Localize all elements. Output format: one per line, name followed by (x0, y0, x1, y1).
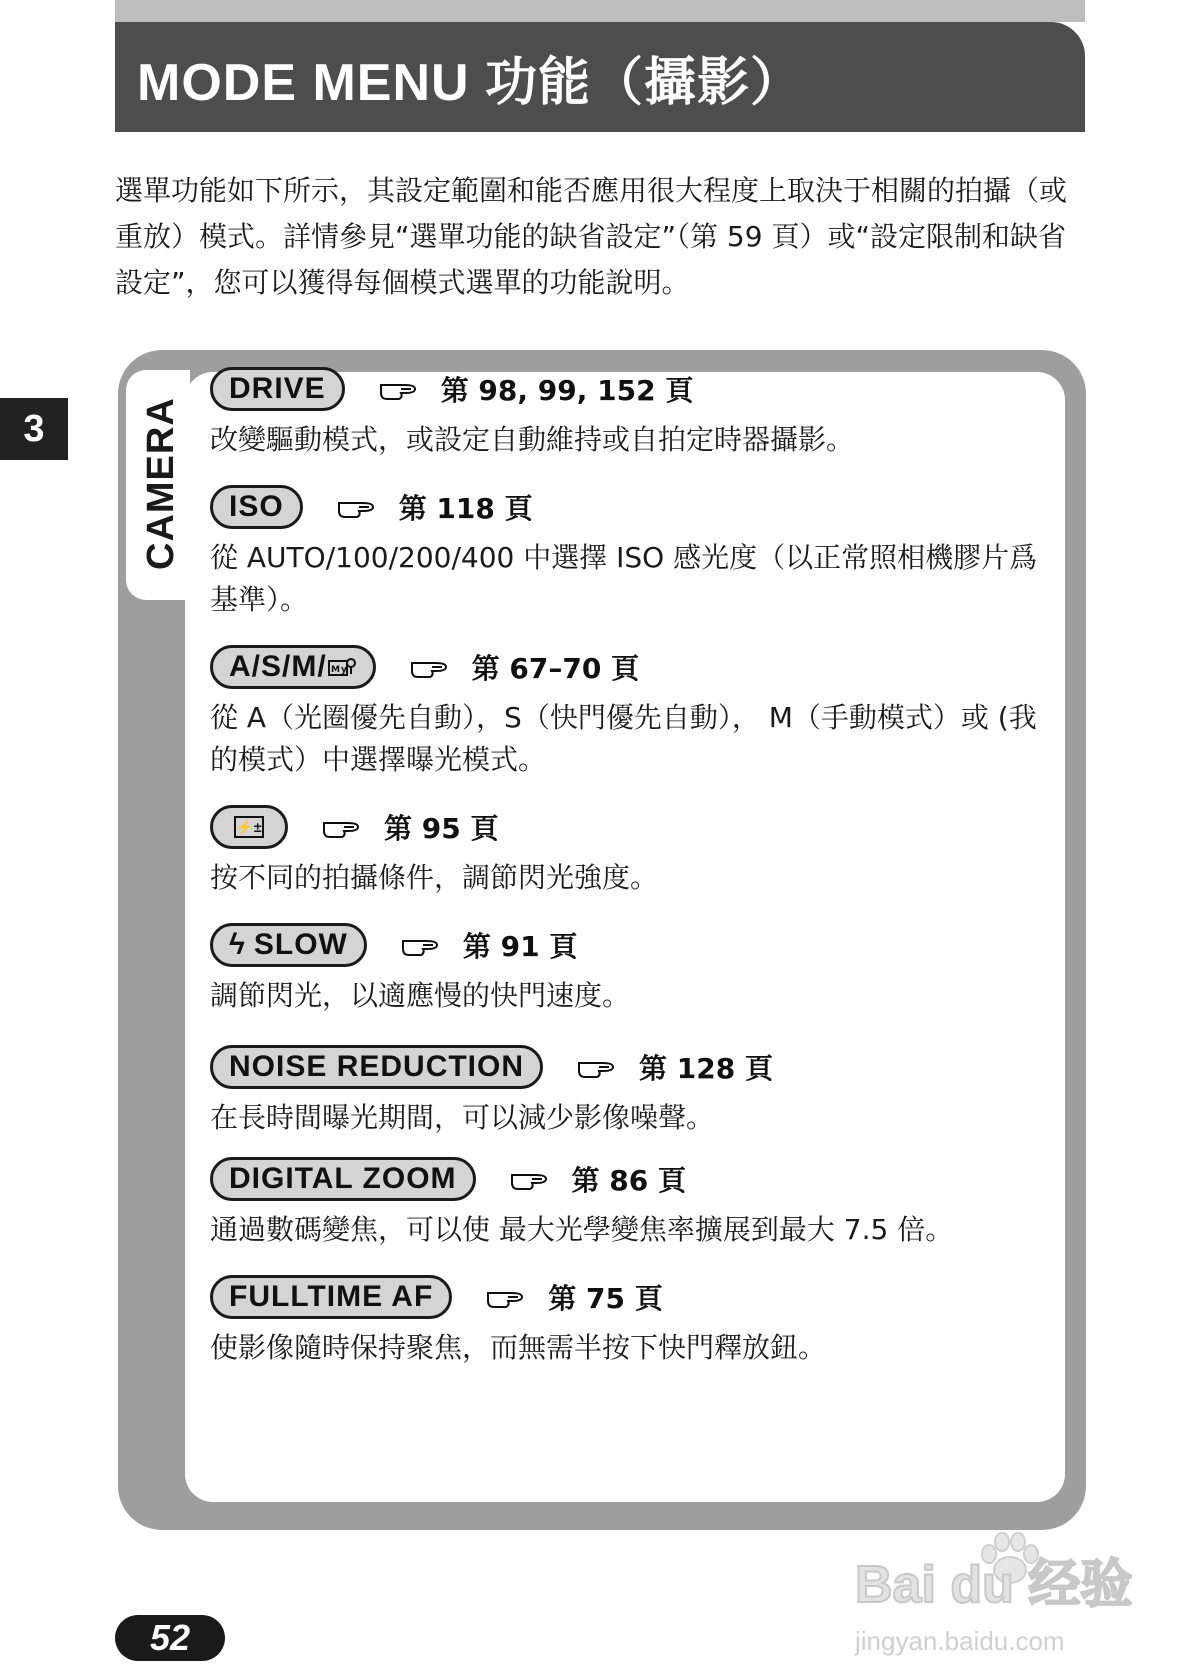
page-reference: 第 118 頁 (398, 492, 533, 525)
item-description: 從 A（光圈優先自動），S（快門優先自動）， M（手動模式）或 (我的模式）中選擇曝光模式。 (210, 701, 1037, 776)
menu-item-flash-compensation (210, 805, 1050, 899)
menu-item-asm (210, 645, 1050, 781)
flash-bolt-icon: ϟ (229, 928, 246, 961)
flash-compensation-icon: ⚡± (234, 816, 264, 838)
page-reference: 第 98, 99, 152 頁 (440, 374, 694, 407)
page-title: MODE MENU 功能（攝影） (137, 54, 804, 112)
watermark-url: jingyan.baidu.com (855, 1626, 1065, 1656)
svg-text:My: My (330, 665, 348, 675)
iso-menu-label: ISO (210, 485, 303, 529)
item-description: 按不同的拍攝條件，調節閃光強度。 (210, 861, 659, 894)
drive-menu-label: DRIVE (210, 367, 345, 411)
intro-paragraph: 選單功能如下所示，其設定範圍和能否應用很大程度上取決于相關的拍攝（或重放）模式。詳情參見“選單功能的缺省設定”（第 59 頁）或“設定限制和缺省設定”，您可以獲得每個模式選單的功能說明。 (115, 174, 1068, 299)
flash-compensation-menu-label (210, 805, 288, 849)
menu-item-iso (210, 485, 1050, 621)
item-description: 通過數碼變焦，可以使 最大光學變焦率擴展到最大 7.5 倍。 (210, 1213, 954, 1246)
page-reference: 第 75 頁 (548, 1282, 663, 1315)
item-description: 使影像隨時保持聚焦，而無需半按下快門釋放鈕。 (210, 1331, 827, 1364)
item-description: 改變驅動模式，或設定自動維持或自拍定時器攝影。 (210, 423, 855, 456)
my-mode-icon (327, 656, 357, 678)
chapter-tab: 3 (0, 398, 68, 460)
noise-reduction-menu-label: NOISE REDUCTION (210, 1045, 543, 1089)
item-description: 在長時間曝光期間，可以減少影像噪聲。 (210, 1101, 715, 1134)
baidu-watermark (855, 1530, 1145, 1660)
fulltime-af-menu-label: FULLTIME AF (210, 1275, 452, 1319)
page-reference: 第 95 頁 (384, 812, 499, 845)
menu-item-drive (210, 367, 1050, 461)
page-reference: 第 91 頁 (462, 930, 578, 963)
watermark-brand: Bai du 经验 (855, 1556, 1133, 1614)
slow-label-text: SLOW (253, 928, 348, 961)
camera-section-label: CAMERA (140, 397, 182, 570)
digital-zoom-menu-label: DIGITAL ZOOM (210, 1157, 476, 1201)
menu-item-noise-reduction (210, 1045, 1050, 1139)
slow-menu-label (210, 923, 367, 967)
hand-pointer-icon (486, 1285, 526, 1309)
item-description: 調節閃光，以適應慢的快門速度。 (210, 979, 631, 1012)
hand-pointer-icon (337, 495, 377, 519)
item-description: 從 AUTO/100/200/400 中選擇 ISO 感光度（以正常照相機膠片爲基準）。 (210, 541, 1038, 616)
hand-pointer-icon (322, 815, 362, 839)
menu-item-slow (210, 923, 1050, 1017)
hand-pointer-icon (410, 655, 450, 679)
asm-label-text: A/S/M/ (229, 650, 327, 683)
asm-menu-label (210, 645, 376, 689)
page-reference: 第 67–70 頁 (471, 652, 640, 685)
hand-pointer-icon (401, 933, 441, 957)
page-reference: 第 128 頁 (639, 1052, 773, 1085)
menu-item-fulltime-af (210, 1275, 1050, 1369)
menu-item-digital-zoom (210, 1157, 1050, 1251)
hand-pointer-icon (577, 1055, 617, 1079)
title-banner (115, 22, 1085, 132)
page-reference: 第 86 頁 (571, 1164, 687, 1197)
hand-pointer-icon (510, 1167, 550, 1191)
hand-pointer-icon (379, 377, 419, 401)
page-number: 52 (115, 1615, 225, 1661)
